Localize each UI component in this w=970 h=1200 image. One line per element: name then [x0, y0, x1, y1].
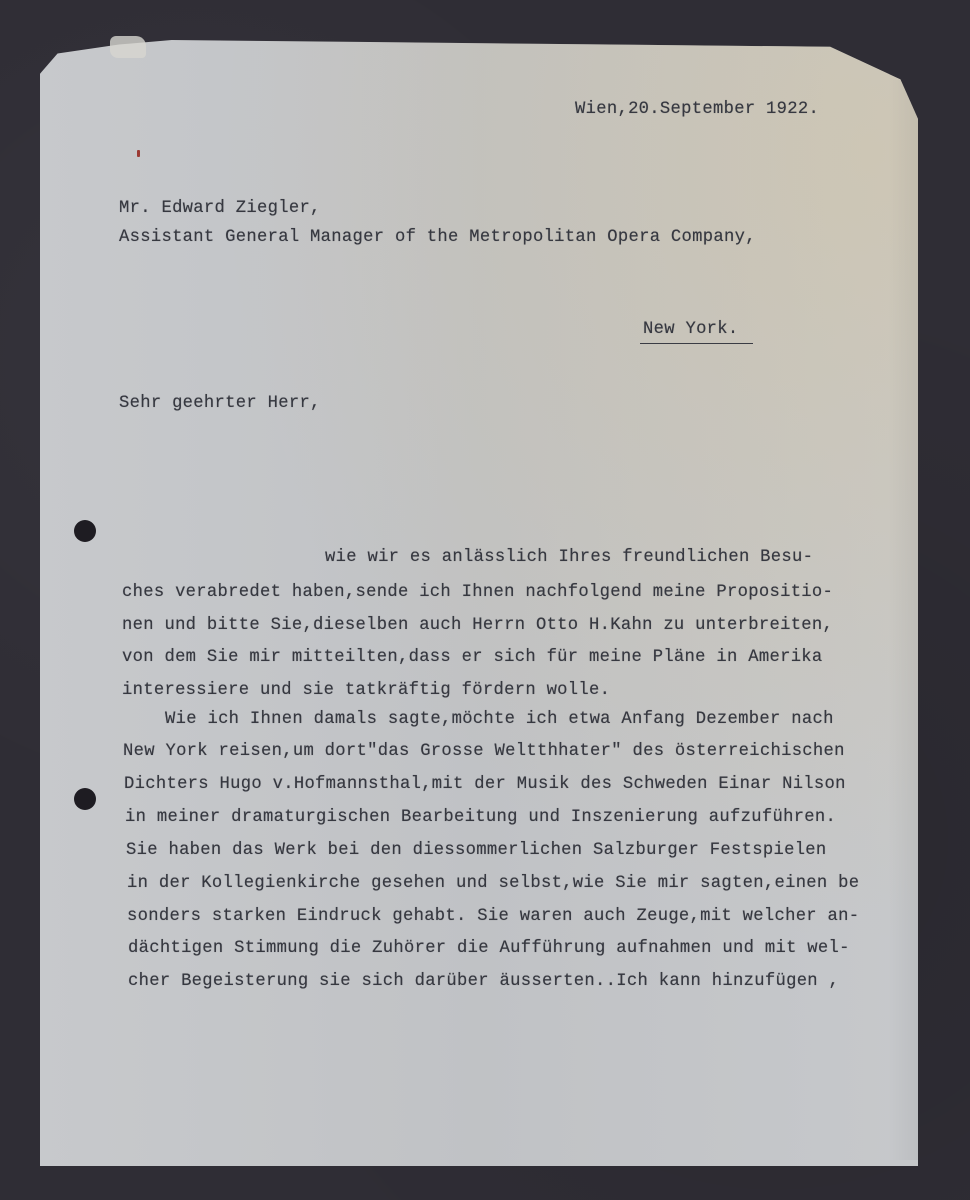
torn-corner	[110, 36, 146, 58]
body-line: Wie ich Ihnen damals sagte,möchte ich etwa Anfang Dezember nach	[165, 710, 834, 729]
body-line: dächtigen Stimmung die Zuhörer die Aufführung aufnahmen und mit wel-	[128, 939, 850, 958]
addressee-title: Assistant General Manager of the Metropolitan Opera Company,	[119, 228, 756, 247]
punch-hole-top	[74, 520, 96, 542]
body-line: in meiner dramaturgischen Bearbeitung und Inszenierung aufzuführen.	[125, 808, 837, 827]
body-line: cher Begeisterung sie sich darüber äusserten..Ich kann hinzufügen ,	[128, 972, 840, 991]
body-line: ches verabredet haben,sende ich Ihnen nachfolgend meine Propositio-	[122, 583, 834, 602]
letter-date: Wien,20.September 1922.	[575, 100, 820, 119]
body-line: sonders starken Eindruck gehabt. Sie waren auch Zeuge,mit welcher an-	[127, 907, 860, 926]
body-line: von dem Sie mir mitteilten,dass er sich für meine Pläne in Amerika	[122, 648, 823, 667]
body-line: Dichters Hugo v.Hofmannsthal,mit der Musik des Schweden Einar Nilson	[124, 775, 846, 794]
salutation: Sehr geehrter Herr,	[119, 394, 321, 413]
body-line: wie wir es anlässlich Ihres freundlichen Besu-	[325, 548, 814, 567]
red-ink-mark	[137, 150, 140, 157]
addressee-city: New York.	[640, 320, 753, 344]
punch-hole-bottom	[74, 788, 96, 810]
body-line: nen und bitte Sie,dieselben auch Herrn Otto H.Kahn zu unterbreiten,	[122, 616, 834, 635]
body-line: New York reisen,um dort"das Grosse Weltthhater" des österreichischen	[123, 742, 845, 761]
body-line: interessiere und sie tatkräftig fördern wolle.	[122, 681, 611, 700]
body-line: Sie haben das Werk bei den diessommerlichen Salzburger Festspielen	[126, 841, 827, 860]
body-line: in der Kollegienkirche gesehen und selbst,wie Sie mir sagten,einen be	[127, 874, 860, 893]
addressee-name: Mr. Edward Ziegler,	[119, 199, 321, 218]
